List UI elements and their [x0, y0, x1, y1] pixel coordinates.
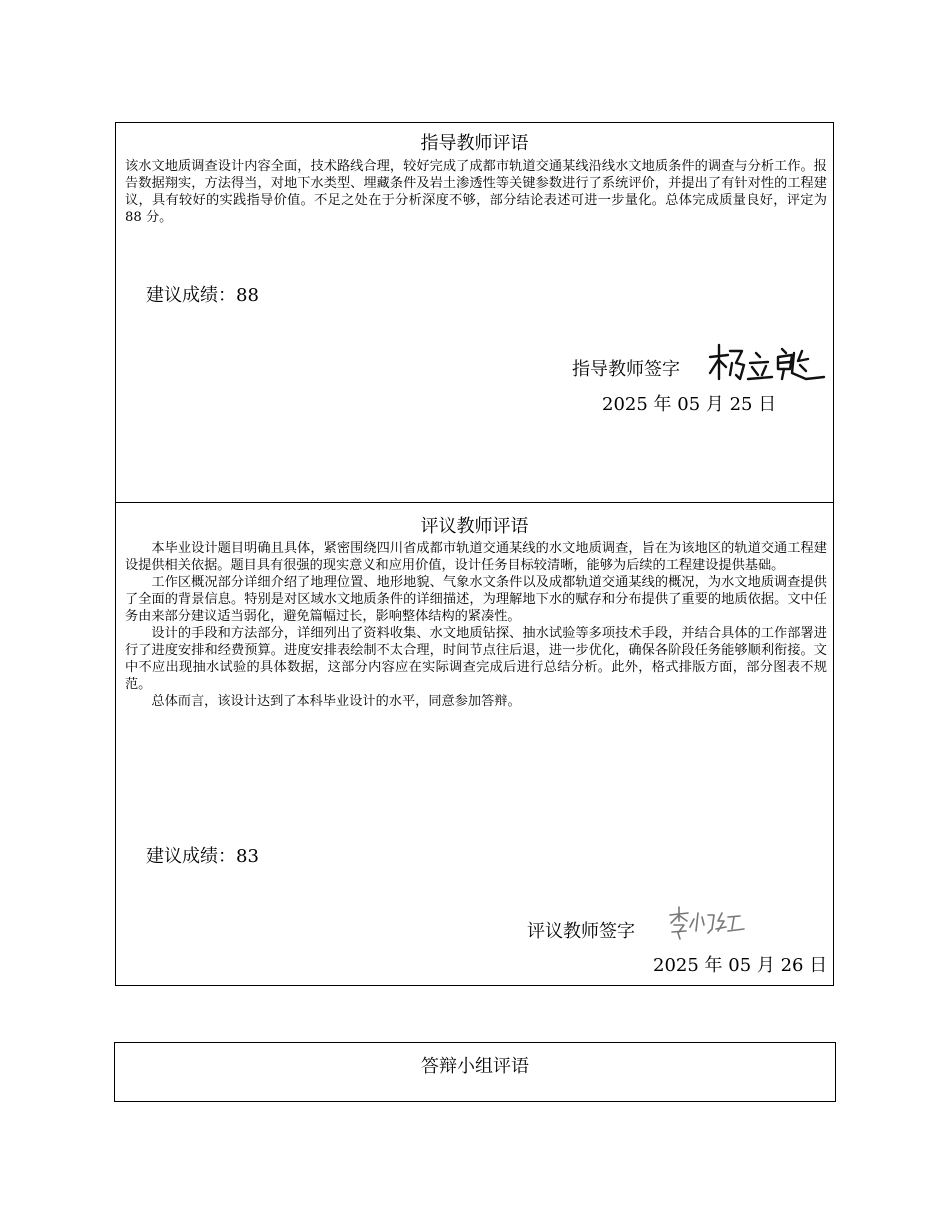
reviewer-sign-date: 2025 年 05 月 26 日 — [653, 955, 828, 976]
advisor-section-title: 指导教师评语 — [420, 133, 529, 154]
reviewer-section-title: 评议教师评语 — [420, 516, 529, 537]
advisor-handwritten-signature — [706, 339, 826, 385]
reviewer-comment-body — [116, 540, 835, 710]
advisor-comment-text: 该水文地质调查设计内容全面，技术路线合理，较好完成了成都市轨道交通某线沿线水文地质条件的调查与分析工作。报告数据翔实，方法得当，对地下水类型、埋藏条件及岩土渗透性等关键参数进行了系统评价，并提出了有针对性的工程建议，具有较好的实践指导价值。不足之处在于分析深度不够，部分结论表述可进一步量化。总体完成质量良好，评定为 88 分。 — [125, 159, 827, 225]
advisor-signature-label: 指导教师签字 — [572, 359, 680, 380]
reviewer-comment-section — [115, 502, 834, 986]
reviewer-paragraph: 设计的手段和方法部分，详细列出了资料收集、水文地质钻探、抽水试验等多项技术手段，并结合具体的工作部署进行了进度安排和经费预算。进度安排表绘制不太合理，时间节点往后退，进一步优化，确保各阶段任务能够顺利衔接。文中不应出现抽水试验的具体数据，这部分内容应在实际调查完成后进行总结分析。此外，格式排版方面，部分图表不规范。 — [125, 626, 827, 692]
reviewer-handwritten-signature — [668, 905, 746, 941]
reviewer-paragraph: 工作区概况部分详细介绍了地理位置、地形地貌、气象水文条件以及成都轨道交通某线的概况，为水文地质调查提供了全面的背景信息。特别是对区域水文地质条件的详细描述，为理解地下水的赋存和分布提供了重要的地质依据。文中任务由来部分建议适当弱化，避免篇幅过长，影响整体结构的紧凑性。 — [125, 575, 827, 624]
reviewer-signature-label: 评议教师签字 — [527, 921, 635, 942]
reviewer-paragraph: 本毕业设计题目明确且具体，紧密围绕四川省成都市轨道交通某线的水文地质调查，旨在为该地区的轨道交通工程建设提供相关依据。题目具有很强的现实意义和应用价值，设计任务目标较清晰，能够为后续的工程建设提供基础。 — [125, 541, 827, 573]
advisor-suggested-grade: 建议成绩：88 — [146, 285, 259, 306]
advisor-sign-date: 2025 年 05 月 25 日 — [602, 394, 777, 415]
defense-section-title: 答辩小组评语 — [421, 1056, 529, 1077]
defense-comment-section — [114, 1042, 836, 1102]
reviewer-paragraph: 总体而言，该设计达到了本科毕业设计的水平，同意参加答辩。 — [151, 694, 521, 709]
advisor-comment-section — [115, 122, 834, 503]
reviewer-suggested-grade: 建议成绩：83 — [146, 846, 259, 867]
